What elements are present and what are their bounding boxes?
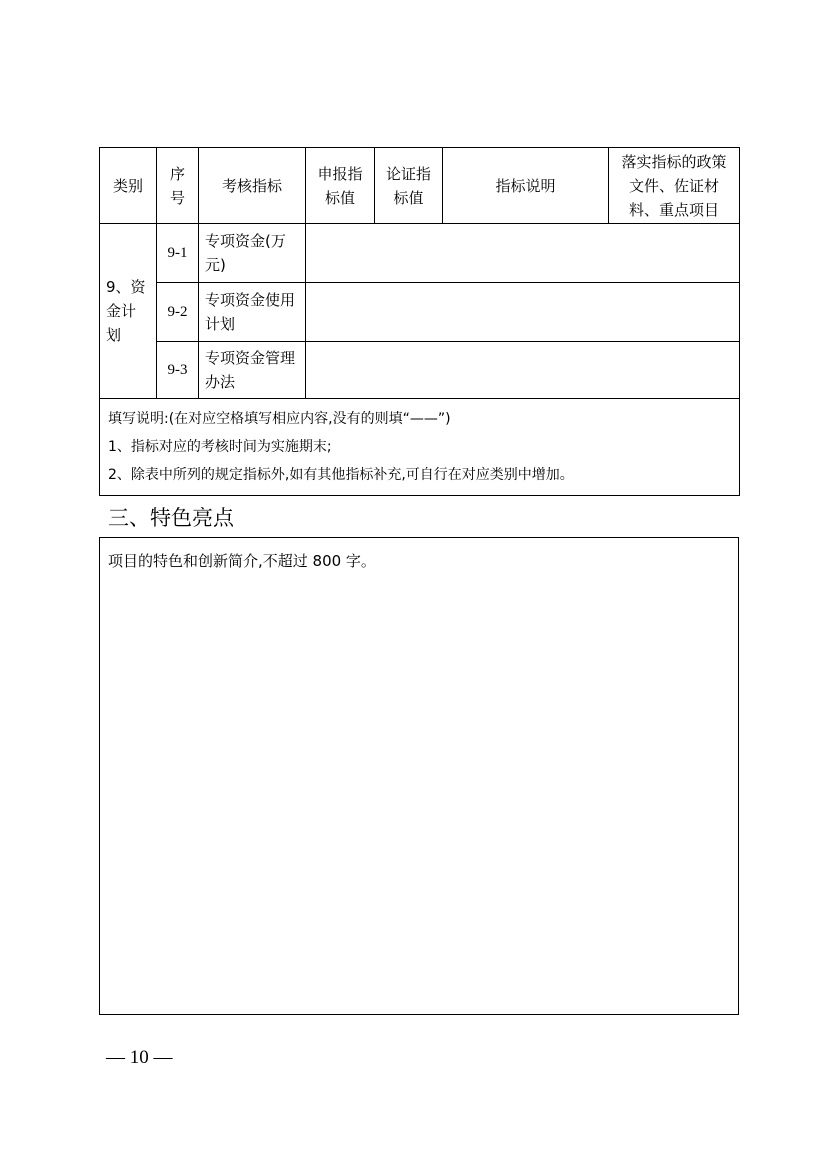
header-seq: 序号 (157, 148, 199, 224)
notes-line: 2、除表中所列的规定指标外,如有其他指标补充,可自行在对应类别中增加。 (108, 467, 574, 483)
value-cell[interactable] (306, 224, 740, 283)
fill-instructions (100, 399, 740, 496)
header-declared-value: 申报指标值 (306, 148, 375, 224)
indicator-cell: 专项资金使用计划 (199, 283, 306, 342)
header-category: 类别 (100, 148, 157, 224)
page-number: — 10 — (106, 1047, 173, 1068)
table-row (100, 283, 740, 342)
value-cell[interactable] (306, 283, 740, 342)
header-explanation: 指标说明 (443, 148, 609, 224)
value-cell[interactable] (306, 342, 740, 399)
indicator-cell: 专项资金管理办法 (199, 342, 306, 399)
header-policy: 落实指标的政策文件、佐证材料、重点项目 (609, 148, 740, 224)
category-cell: 9、资金计划 (100, 224, 157, 399)
highlights-instruction: 项目的特色和创新简介,不超过 800 字。 (108, 552, 376, 570)
indicator-cell: 专项资金(万元) (199, 224, 306, 283)
seq-cell: 9-1 (157, 224, 199, 283)
highlights-box[interactable] (99, 537, 739, 1015)
header-verified-value: 论证指标值 (375, 148, 443, 224)
seq-cell: 9-3 (157, 342, 199, 399)
indicator-table (99, 147, 740, 496)
table-row (100, 342, 740, 399)
table-header-row (100, 148, 740, 224)
notes-line: 填写说明:(在对应空格填写相应内容,没有的则填“——”) (108, 411, 451, 427)
seq-cell: 9-2 (157, 283, 199, 342)
section-title: 三、特色亮点 (108, 506, 234, 530)
notes-row (100, 399, 740, 496)
header-indicator: 考核指标 (199, 148, 306, 224)
notes-line: 1、指标对应的考核时间为实施期末; (108, 439, 332, 455)
table-row (100, 224, 740, 283)
